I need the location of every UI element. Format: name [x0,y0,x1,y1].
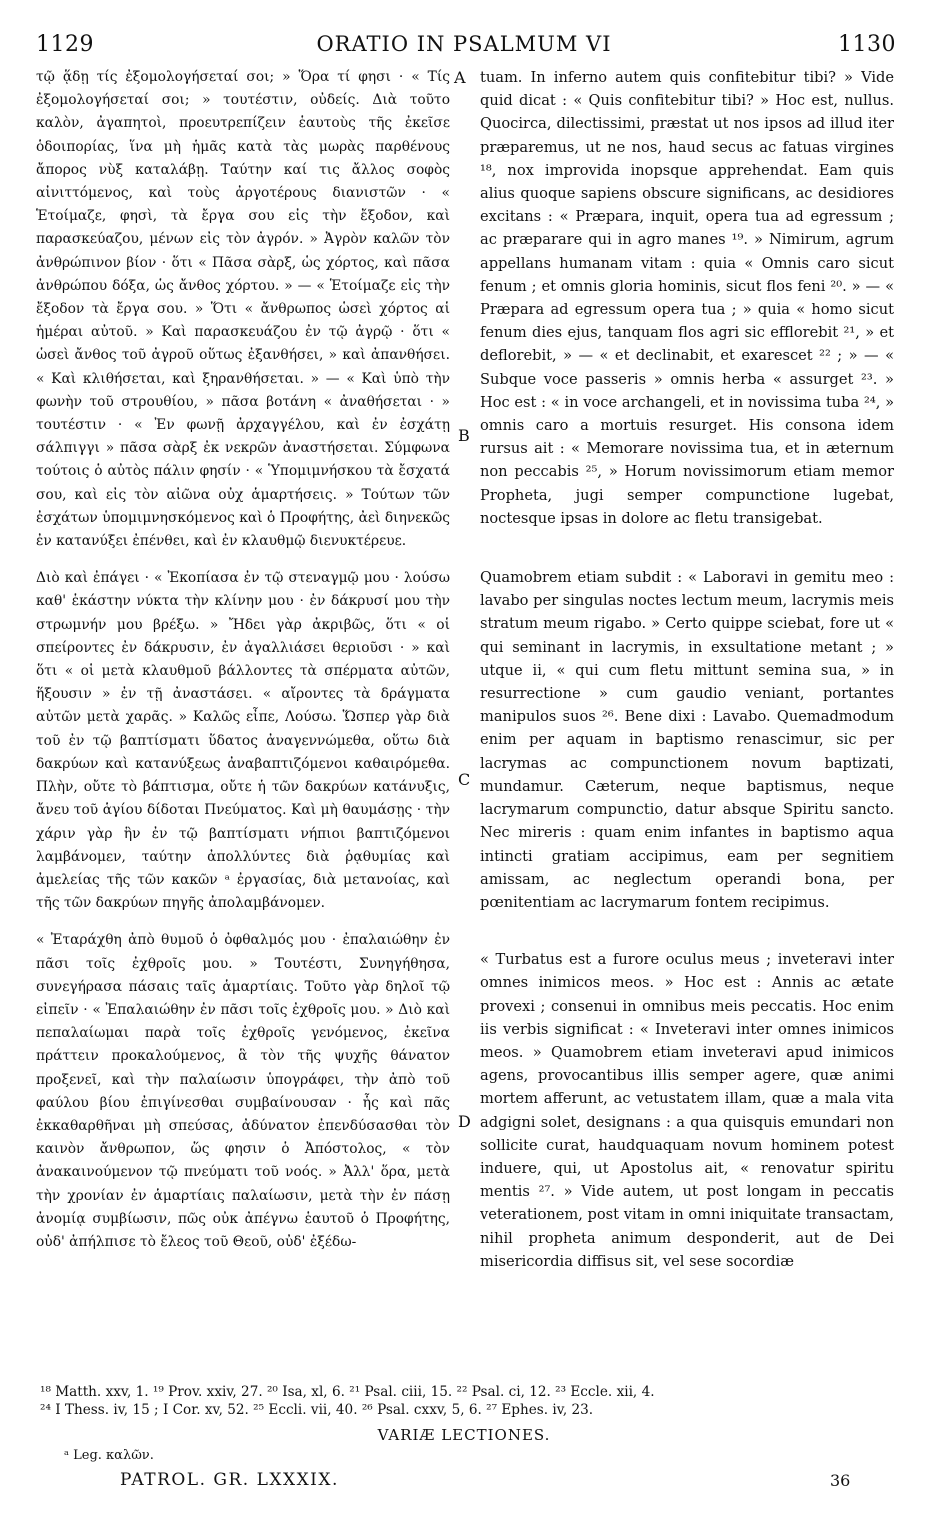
variant-reading-note: ᵃ Leg. καλῶν. [64,1448,154,1463]
margin-marker-c: C [458,770,471,789]
footnote-row-1: ¹⁸ Matth. xxv, 1. ¹⁹ Prov. xxiv, 27. ²⁰ Isa, xl, 6. ²¹ Psal. ciii, 15. ²² Psal. ci, 12. ²³ Eccle. xii, 4. [40,1384,655,1400]
page-number-left: 1129 [36,32,94,57]
signature-mark: 36 [830,1471,851,1490]
series-volume-label: PATROL. GR. LXXXIX. [120,1470,339,1490]
latin-paragraph-2: Quamobrem etiam subdit : « Laboravi in gemitu meo : lavabo per singulas noctes lectum meum, lacrymis meis stratum meum rigabo. » Certo quippe sciebat, fore ut « qui seminant in lacrymis, in exsultatione metant ; » utque ii, « qui cum fletu mittunt semina sua, » in resurrectione » cum gaudio veniant, portantes manipulos suos ²⁶. Bene dixi : Lavabo. Quemadmodum enim per aquam in baptismo renascimur, sic per lacrymas ac compunctionem novum baptizati, mundamur. Cæterum, neque baptismus, neque lacrymarum compunctio, datur absque Spiritu sancto. Nec mireris : quam enim infantes in baptismo aqua intincti gratiam accipimus, eam per segnitiem amissam, ac neglectum operandi bona, per pœnitentiam ac lacrymarum fontem recipimus. [480,569,894,911]
footnote-row-2: ²⁴ I Thess. iv, 15 ; I Cor. xv, 52. ²⁵ Eccli. vii, 40. ²⁶ Psal. cxxv, 5, 6. ²⁷ Ephes. iv, 23. [40,1402,594,1418]
running-title: ORATIO IN PSALMUM VI [316,32,612,56]
margin-marker-a: A [454,68,466,87]
greek-column [36,66,450,1254]
margin-marker-d: D [458,1112,471,1131]
page-number-right: 1130 [838,32,896,57]
variae-lectiones-heading: VARIÆ LECTIONES. [377,1426,551,1444]
greek-paragraph-3: « Ἐταράχθη ἀπὸ θυμοῦ ὁ ὀφθαλμός μου · ἐπαλαιώθην ἐν πᾶσι τοῖς ἐχθροῖς μου. » Τουτέστι, Συνηγήθησα, συνεγήρασα πάσαις ταῖς ἁμαρτίαις. Τοῦτο γὰρ δηλοῖ τῷ εἰπεῖν · « Ἐπαλαιώθην ἐν πᾶσι τοῖς ἐχθροῖς μου. » Διὸ καὶ πεπαλαίωμαι παρὰ τοῖς ἐχθροῖς γενόμενος, ἐκεῖνα πράττειν προκαλούμενος, ἃ τὸν τῆς ψυχῆς θάνατον προξενεῖ, καὶ τὴν παλαίωσιν ὑπογράφει, τὴν ἀπὸ τοῦ φαύλου βίου ἐπιγίνεσθαι συμβαίνουσαν · ἧς καὶ πᾶς ἐκκαθαρθῆναι μὴ σπεύσας, ἀδύνατον ἐπενδύσασθαι τὸν καινὸν ἄνθρωπον, ὥς φησιν ὁ Ἀπόστολος, « τὸν ἀνακαινούμενον τῷ πνεύματι τοῦ νοός. » Ἀλλ' ὅρα, μετὰ τὴν χρονίαν ἐν ἁμαρτίαις παλαίωσιν, μετὰ τὴν ἐν πάσῃ ἀνομίᾳ συμβίωσιν, πῶς οὐκ ἀπέγνω ἑαυτοῦ ὁ Προφήτης, οὐδ' ἀπήλπισε τὸ ἔλεος τοῦ Θεοῦ, οὐδ' ἐξέδω- [36,932,450,1250]
latin-paragraph-3: « Turbatus est a furore oculus meus ; inveteravi inter omnes inimicos meos. » Hoc est : Annis ac ætate provexi ; consenui in omnibus meis peccatis. Hoc enim iis verbis significat : « Inveteravi inter omnes inimicos meos. » Quamobrem etiam inveteravi apud inimicos agens, provocantibus illis semper agere, quæ animi mortem afferunt, ac vetustatem illam, quæ a mala vita adgigni solet, designans : a qua quisquis emundari non sollicite curat, haudquaquam novum hominem potest induere, qui, ut Apostolus ait, « renovatur spiritu mentis ²⁷. » Vide autem, ut post longam in peccatis veterationem, post vitam in omni iniquitate transactam, nihil propheta animum desponderit, aut de Dei misericordia diffisus sit, vel sese socordiæ [480,951,894,1270]
margin-marker-b: B [458,426,470,445]
footnotes [40,1383,900,1419]
latin-column [480,66,894,1273]
greek-paragraph-2: Διὸ καὶ ἐπάγει · « Ἐκοπίασα ἐν τῷ στεναγμῷ μου · λούσω καθ' ἑκάστην νύκτα τὴν κλίνην μου · ἐν δάκρυσί μου τὴν στρωμνήν μου βρέξω. » Ἤδει γὰρ ἀκριβῶς, ὅτι « οἱ σπείροντες ἐν δάκρυσιν, ἐν ἀγαλλιάσει θεριοῦσι · » καὶ ὅτι « οἱ μετὰ κλαυθμοῦ βάλλοντες τὰ σπέρματα αὐτῶν, ἥξουσιν » ἐν τῇ ἀναστάσει. « αἴροντες τὰ δράγματα αὐτῶν μετὰ χαρᾶς. » Καλῶς εἶπε, Λούσω. Ὥσπερ γὰρ διὰ τοῦ ἐν τῷ βαπτίσματι ὕδατος ἀναγεννώμεθα, οὕτω διὰ δακρύων καὶ κατανύξεως ἀναβαπτιζόμενοι καθαιρόμεθα. Πλὴν, οὔτε τὸ βάπτισμα, οὔτε ἡ τῶν δακρύων κατάνυξις, ἄνευ τοῦ ἁγίου δίδοται Πνεύματος. Καὶ μὴ θαυμάσῃς · τὴν χάριν γὰρ ἣν ἐν τῷ βαπτίσματι νήπιοι βαπτιζόμενοι λαμβάνομεν, ταύτην ἀπολλύντες διὰ ῥᾳθυμίας καὶ ἀμελείας τῆς τῶν κακῶν ᵃ ἐργασίας, διὰ μετανοίας, καὶ τῆς τῶν δακρύων πηγῆς ἀπολαμβάνομεν. [36,570,450,912]
latin-paragraph-1: tuam. In inferno autem quis confitebitur tibi? » Vide quid dicat : « Quis confitebitur tibi? » Hoc est, nullus. Quocirca, dilectissimi, præstat ut nos ipsos ad illud iter præparemus, ut ne nos, haud secus ac fatuas virgines ¹⁸, nox improvida inopsque apprehendat. Eam quis alius quoque sapiens obscure significans, ac desidiores excitans : « Præpara, inquit, opera tua ad egressum ; ac præparare qui in agro manes ¹⁹. » Nimirum, agrum appellans humanam vitam : quia « Omnis caro sicut fenum ; et omnis gloria hominis, sicut flos feni ²⁰. » — « Præpara ad egressum opera tua ; » quia « homo sicut fenum dies ejus, tanquam flos agri sic efflorebit ²¹, » et deflorebit, » — « et declinabit, et exarescet ²² ; » — « Subque voce passeris » omnis herba « assurget ²³. » Hoc est : « in voce archangeli, et in novissima tuba ²⁴, » omnis caro a mortuis resurget. His consona idem rursus ait : « Memorare novissima tua, et in æternum non peccabis ²⁵, » Horum novissimorum etiam memor Propheta, jugi semper compunctione lugebat, noctesque ipsas in dolore ac fletu transigebat. [480,69,894,527]
greek-paragraph-1: τῷ ᾅδῃ τίς ἐξομολογήσεταί σοι; » Ὅρα τί φησι · « Τίς ἐξομολογήσεταί σοι; » τουτέστιν, οὐδείς. Διὰ τοῦτο καλὸν, ἀγαπητοὶ, προευτρεπίζειν ἑαυτοὺς τῆς ἐκεῖσε ὁδοιπορίας, ἵνα μὴ ἡμᾶς κατὰ τὰς μωρὰς παρθένους ἄπορος νὺξ καταλάβῃ. Ταύτην καί τις ἄλλος σοφὸς αἰνιττόμενος, καὶ τοὺς ἀργοτέρους διανιστῶν · « Ἑτοίμαζε, φησὶ, τὰ ἔργα σου εἰς τὴν ἔξοδον, καὶ παρασκεύαζου, μένων εἰς τὸν ἀγρόν. » Ἀγρὸν καλῶν τὸν ἀνθρώπινον βίον · ὅτι « Πᾶσα σὰρξ, ὡς χόρτος, καὶ πᾶσα ἀνθρώπου δόξα, ὡς ἄνθος χόρτου. » — « Ἑτοίμαζε εἰς τὴν ἔξοδον τὰ ἔργα σου. » Ὅτι « ἄνθρωπος ὡσεὶ χόρτος αἱ ἡμέραι αὐτοῦ. » Καὶ παρασκευάζου ἐν τῷ ἀγρῷ · ὅτι « ὡσεὶ ἄνθος τοῦ ἀγροῦ οὕτως ἐξανθήσει, » καὶ ἀπανθήσει. « Καὶ κλιθήσεται, καὶ ξηρανθήσεται. » — « Καὶ ὑπὸ τὴν φωνὴν τοῦ στρουθίου, » πᾶσα βοτάνη « ἀναθήσεται · » τουτέστιν · « Ἐν φωνῇ ἀρχαγγέλου, καὶ ἐν ἐσχάτῃ σάλπιγγι » πᾶσα σὰρξ ἐκ νεκρῶν ἀναστήσεται. Σύμφωνα τούτοις ὁ αὐτὸς πάλιν φησίν · « Ὑπομιμνήσκου τὰ ἔσχατά σου, καὶ εἰς τὸν αἰῶνα οὐχ ἁμαρτήσεις. » Τούτων τῶν ἐσχάτων ὑπομιμνησκόμενος καὶ ὁ Προφήτης, ἀεὶ διηνεκῶς ἐν κατανύξει ἐπένθει, καὶ ἐν κλαυθμῷ διενυκτέρευε. [36,69,450,550]
